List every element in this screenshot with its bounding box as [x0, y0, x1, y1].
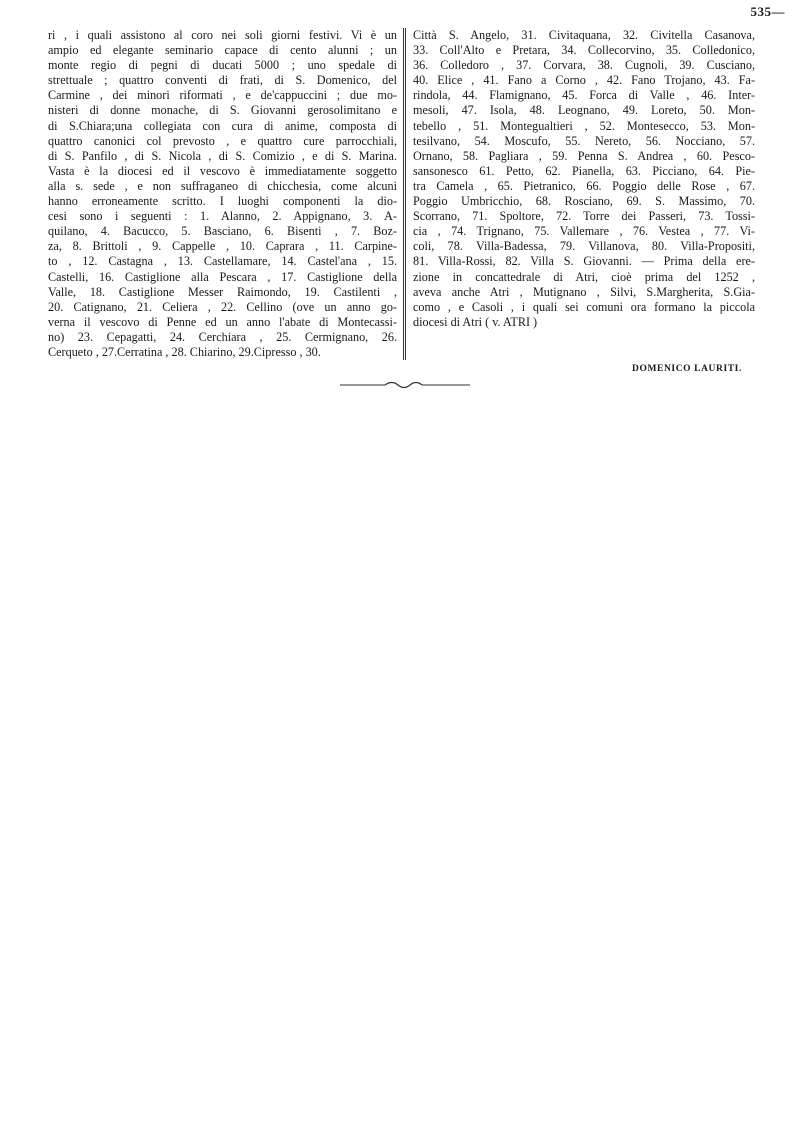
right-column-line: Città S. Angelo, 31. Civitaquana, 32. Civitella Casanova,: [413, 28, 755, 42]
right-column-line: tesilvano, 54. Moscufo, 55. Nereto, 56. Nocciano, 57.: [413, 133, 755, 148]
right-column-line: diocesi di Atri ( v. ATRI ): [413, 314, 538, 329]
right-column-line: Poggio Umbricchio, 68. Rosciano, 69. S. Massimo, 70.: [413, 194, 755, 209]
left-column-line: Castelli, 16. Castiglione alla Pescara , 17. Castiglione della: [48, 269, 397, 284]
right-column-line: como , e Casoli , i quali sei comuni ora formano la piccola: [413, 299, 755, 314]
left-column-line: ampio ed elegante seminario capace di cento alunni ; un: [48, 43, 397, 58]
right-column-line: zione in concattedrale di Atri, cioè prima del 1252 ,: [413, 269, 755, 284]
left-column-line: Carmine , dei minori riformati , e de'cappuccini ; due mo-: [48, 88, 397, 103]
right-column-line: tebello , 51. Montegualtieri , 52. Montesecco, 53. Mon-: [413, 118, 755, 133]
right-column-line: rindola, 44. Flamignano, 45. Forca di Valle , 46. Inter-: [413, 88, 755, 103]
left-column-line: Vasta è la diocesi ed il vescovo è immediatamente soggetto: [48, 163, 397, 178]
right-column-line: cia , 74. Trignano, 75. Vallemare , 76. Vestea , 77. Vi-: [413, 224, 755, 239]
author-signature: DOMENICO LAURITI.: [632, 364, 742, 374]
page-number: 535—: [750, 4, 785, 19]
left-column-line: cesi sono i seguenti : 1. Alanno, 2. Appignano, 3. A-: [48, 209, 397, 224]
right-column-line: tra Camela , 65. Pietranico, 66. Poggio delle Rose , 67.: [413, 178, 755, 193]
left-column-line: monte regio di pegni di ducati 5000 ; uno spedale di: [48, 58, 397, 73]
left-column-line: verna il vescovo di Penne ed un anno l'abate di Montecassi-: [48, 314, 397, 329]
left-column-line: quilano, 4. Bacucco, 5. Basciano, 6. Bisenti , 7. Boz-: [48, 224, 397, 239]
right-column-line: aveva anche Atri , Mutignano , Silvi, S.Margherita, S.Gia-: [413, 284, 755, 299]
left-text-column: [48, 28, 397, 360]
right-column-line: sansonesco 61. Petto, 62. Pianella, 63. Picciano, 64. Pie-: [413, 163, 755, 178]
right-column-line: 33. Coll'Alto e Pretara, 34. Collecorvino, 35. Colledonico,: [413, 43, 755, 58]
left-column-line: di S.Chiara;una collegiata con cura di anime, composta di: [48, 118, 397, 133]
left-column-line: hanno erroneamente scritto. I luoghi componenti la dio-: [48, 194, 397, 209]
left-column-line: no) 23. Cepagatti, 24. Cerchiara , 25. Cermignano, 26.: [48, 329, 397, 344]
right-column-line: Scorrano, 71. Spoltore, 72. Torre dei Passeri, 73. Tossi-: [413, 209, 755, 224]
left-column-line: nisteri di donne monache, di S. Giovanni gerosolimitano e: [48, 103, 397, 118]
left-column-line: to , 12. Castagna , 13. Castellamare, 14. Castel'ana , 15.: [48, 254, 397, 269]
right-text-column: [413, 28, 755, 330]
left-column-line: di S. Panfilo , di S. Nicola , di S. Comizio , e di S. Marina.: [48, 148, 397, 163]
left-column-line: 20. Catignano, 21. Celiera , 22. Cellino (ove un anno go-: [48, 299, 397, 314]
right-column-line: 40. Elice , 41. Fano a Corno , 42. Fano Trojano, 43. Fa-: [413, 73, 755, 88]
left-column-line: Cerqueto , 27.Cerratina , 28. Chiarino, 29.Cipresso , 30.: [48, 344, 321, 359]
left-column-line: quattro canonici col prevosto , e quattro cure parrocchiali,: [48, 133, 397, 148]
end-ornament: [340, 378, 470, 392]
left-column-line: strettuale ; quattro conventi di frati, di S. Domenico, del: [48, 73, 397, 88]
right-column-line: 81. Villa-Rossi, 82. Villa S. Giovanni. — Prima della ere-: [413, 254, 755, 269]
right-column-line: 36. Colledoro , 37. Corvara, 38. Cugnoli, 39. Cusciano,: [413, 58, 755, 73]
right-column-line: mesoli, 47. Isola, 48. Leognano, 49. Loreto, 50. Mon-: [413, 103, 755, 118]
left-column-line: alla s. sede , e non suffraganeo di chicchesia, come alcuni: [48, 178, 397, 193]
right-column-line: Ornano, 58. Pagliara , 59. Penna S. Andrea , 60. Pesco-: [413, 148, 755, 163]
left-column-line: za, 8. Brittoli , 9. Cappelle , 10. Caprara , 11. Carpine-: [48, 239, 397, 254]
left-column-line: ri , i quali assistono al coro nei soli giorni festivi. Vi è un: [48, 28, 397, 42]
left-column-line: Valle, 18. Castiglione Messer Raimondo, 19. Castilenti ,: [48, 284, 397, 299]
right-column-line: coli, 78. Villa-Badessa, 79. Villanova, 80. Villa-Propositi,: [413, 239, 755, 254]
column-divider: [403, 28, 406, 360]
